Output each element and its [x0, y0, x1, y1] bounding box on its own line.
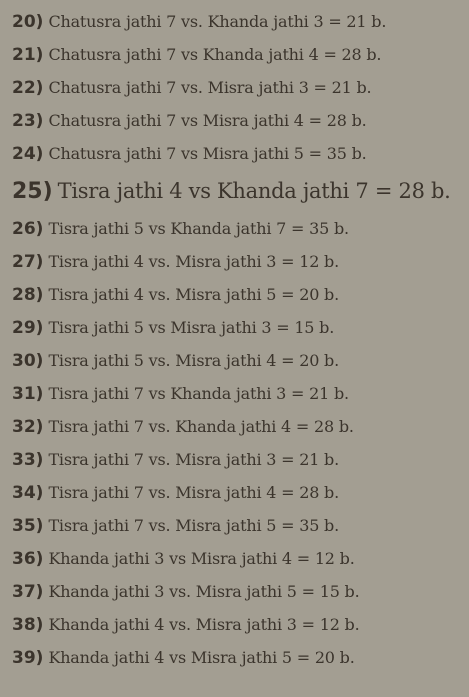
- item-text: Tisra jathi 5 vs. Misra jathi 4 = 20 b.: [48, 351, 339, 370]
- item-number: 21): [12, 45, 44, 65]
- item-text: Tisra jathi 5 vs Khanda jathi 7 = 35 b.: [48, 219, 349, 238]
- item-number: 31): [12, 384, 44, 404]
- item-number: 36): [12, 549, 44, 569]
- item-text: Khanda jathi 3 vs. Misra jathi 5 = 15 b.: [48, 582, 360, 601]
- list-item-highlighted: [12, 181, 451, 203]
- item-text: Tisra jathi 7 vs. Misra jathi 3 = 21 b.: [48, 450, 339, 469]
- item-number: 28): [12, 285, 44, 305]
- item-text: Khanda jathi 3 vs Misra jathi 4 = 12 b.: [48, 549, 355, 568]
- item-text: Tisra jathi 5 vs Misra jathi 3 = 15 b.: [48, 318, 335, 337]
- list-item: [12, 617, 360, 634]
- item-number: 24): [12, 144, 44, 164]
- item-number: 29): [12, 318, 44, 338]
- list-item: [12, 452, 339, 469]
- list-item: [12, 485, 339, 502]
- item-text: Chatusra jathi 7 vs. Misra jathi 3 = 21 b.: [48, 78, 372, 97]
- item-text: Tisra jathi 7 vs. Misra jathi 4 = 28 b.: [48, 483, 339, 502]
- item-text: Chatusra jathi 7 vs. Khanda jathi 3 = 21 b.: [48, 12, 387, 31]
- item-text: Tisra jathi 7 vs. Misra jathi 5 = 35 b.: [48, 516, 339, 535]
- item-text: Tisra jathi 4 vs. Misra jathi 5 = 20 b.: [48, 285, 339, 304]
- list-item: [12, 419, 354, 436]
- list-item: [12, 14, 386, 31]
- list-item: [12, 221, 349, 238]
- item-text: Tisra jathi 4 vs. Misra jathi 3 = 12 b.: [48, 252, 339, 271]
- item-text: Khanda jathi 4 vs Misra jathi 5 = 20 b.: [48, 648, 355, 667]
- item-number: 33): [12, 450, 44, 470]
- list-item: [12, 584, 360, 601]
- list-item: [12, 518, 339, 535]
- item-text: Tisra jathi 4 vs Khanda jathi 7 = 28 b.: [57, 179, 451, 203]
- item-number: 38): [12, 615, 44, 635]
- item-number: 26): [12, 219, 44, 239]
- list-item: [12, 287, 339, 304]
- item-number: 27): [12, 252, 44, 272]
- item-number: 37): [12, 582, 44, 602]
- item-text: Tisra jathi 7 vs Khanda jathi 3 = 21 b.: [48, 384, 349, 403]
- list-item: [12, 386, 349, 403]
- list-item: [12, 353, 339, 370]
- item-number: 30): [12, 351, 44, 371]
- item-text: Khanda jathi 4 vs. Misra jathi 3 = 12 b.: [48, 615, 360, 634]
- item-number: 22): [12, 78, 44, 98]
- item-text: Tisra jathi 7 vs. Khanda jathi 4 = 28 b.: [48, 417, 354, 436]
- item-number: 32): [12, 417, 44, 437]
- list-item: [12, 80, 371, 97]
- item-number: 34): [12, 483, 44, 503]
- list-item: [12, 146, 367, 163]
- item-number: 35): [12, 516, 44, 536]
- item-number: 39): [12, 648, 44, 668]
- item-text: Chatusra jathi 7 vs Khanda jathi 4 = 28 b.: [48, 45, 382, 64]
- item-text: Chatusra jathi 7 vs Misra jathi 4 = 28 b.: [48, 111, 367, 130]
- list-item: [12, 650, 355, 667]
- item-number: 23): [12, 111, 44, 131]
- list-item: [12, 254, 339, 271]
- item-number: 20): [12, 12, 44, 32]
- list-item: [12, 113, 367, 130]
- list-item: [12, 551, 355, 568]
- list-item: [12, 47, 381, 64]
- item-text: Chatusra jathi 7 vs Misra jathi 5 = 35 b.: [48, 144, 367, 163]
- item-number: 25): [12, 179, 53, 204]
- list-item: [12, 320, 334, 337]
